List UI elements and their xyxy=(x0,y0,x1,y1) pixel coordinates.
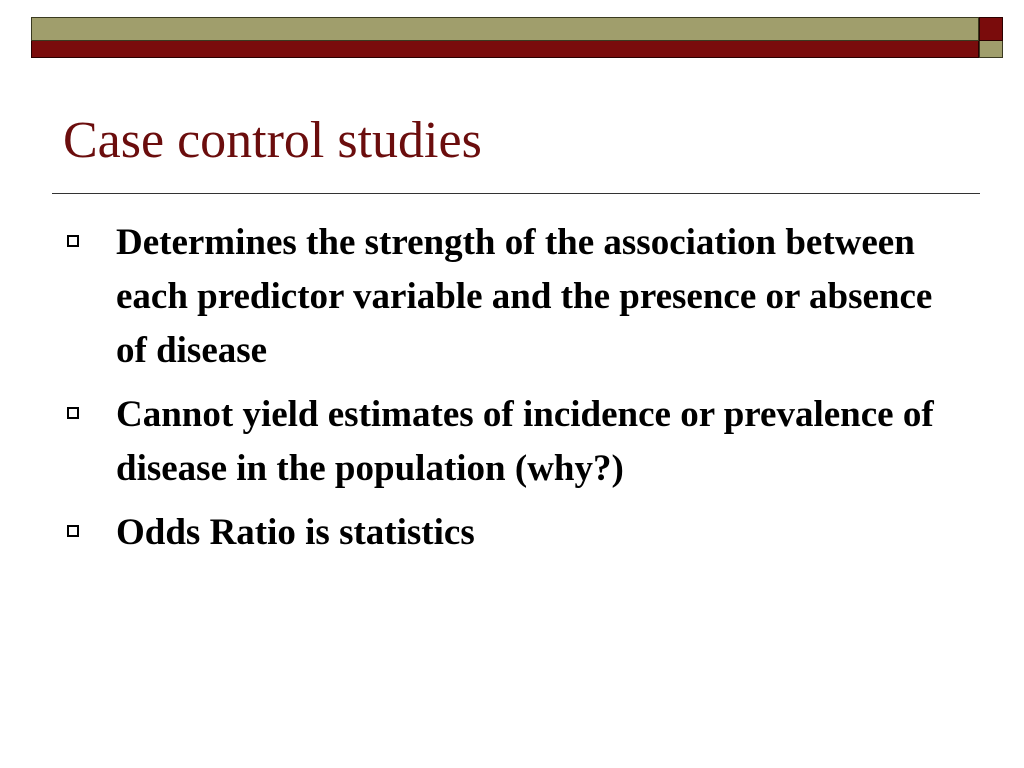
title-divider xyxy=(52,193,980,194)
bullet-item xyxy=(63,216,953,378)
bullet-list xyxy=(63,216,953,570)
hollow-square-bullet-icon xyxy=(67,235,79,247)
header-banner-red xyxy=(31,41,979,58)
bullet-text: Determines the strength of the association between each predictor variable and the presence or absence of disease xyxy=(116,222,933,371)
bullet-item xyxy=(63,388,953,496)
bullet-text: Cannot yield estimates of incidence or prevalence of disease in the population (why?) xyxy=(116,394,934,489)
slide-title: Case control studies xyxy=(63,112,482,169)
corner-square-olive xyxy=(979,41,1003,58)
hollow-square-bullet-icon xyxy=(67,407,79,419)
header-banner-olive xyxy=(31,17,979,41)
bullet-text: Odds Ratio is statistics xyxy=(116,512,475,553)
corner-square-red xyxy=(979,17,1003,41)
bullet-item xyxy=(63,506,953,560)
hollow-square-bullet-icon xyxy=(67,525,79,537)
